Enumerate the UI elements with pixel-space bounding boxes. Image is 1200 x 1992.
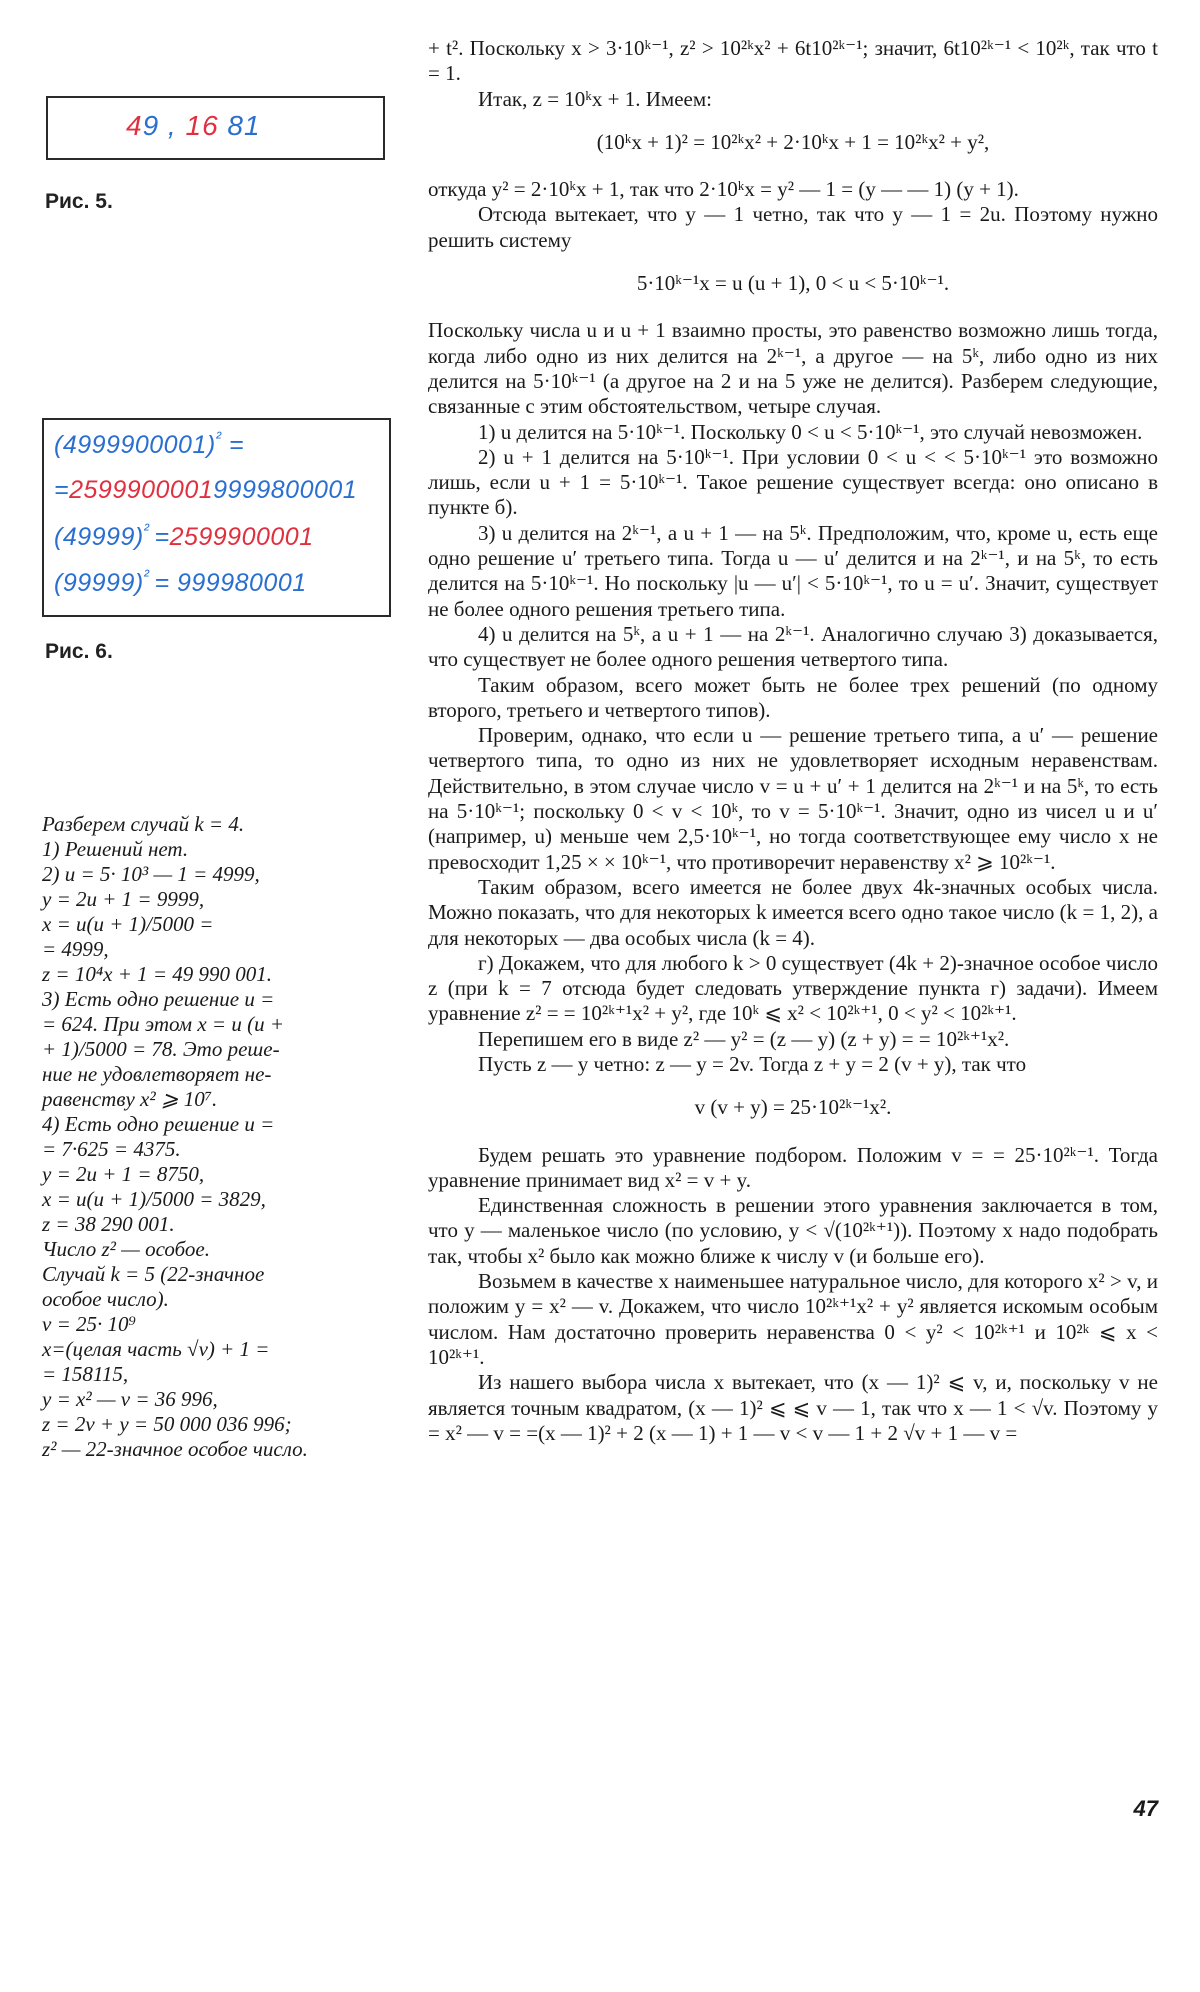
figure-6-token: ²: [215, 430, 222, 447]
paragraph: Проверим, однако, что если u — решение третьего типа, а u′ — решение четвертого типа, то одно из них не удовлетворяет исходным неравенствам. Действительно, в этом случае число v = u + u′ + 1 делится на 2ᵏ⁻¹ и на 5ᵏ, то есть на 5·10ᵏ⁻¹; поскольку 0 < v < 10ᵏ, то v = 5·10ᵏ⁻¹. Значит, одно из чисел u и u′ (например, u) меньше чем 2,5·10ᵏ⁻¹, но тогда соответствующее ему число x не превосходит 1,25 × × 10ᵏ⁻¹, что противоречит неравенству x² ⩾ 10²ᵏ⁻¹.: [428, 723, 1158, 874]
display-equation: (10ᵏx + 1)² = 10²ᵏx² + 2·10ᵏx + 1 = 10²ᵏx² + y²,: [596, 129, 990, 154]
paragraph: г) Докажем, что для любого k > 0 существует (4k + 2)-значное особое число z (при k = 7 отсюда будет следовать утверждение пункта г) задачи). Имеем уравнение z² = = 10²ᵏ⁺¹x² + y², где 10ᵏ ⩽ x² < 10²ᵏ⁺¹, 0 < y² < 10²ᵏ⁺¹.: [428, 950, 1158, 1026]
figure-6-token: (4999900001): [54, 431, 216, 459]
paragraph: 3) u делится на 2ᵏ⁻¹, а u + 1 — на 5ᵏ. Предположим, что, кроме u, есть еще одно решение u′ третьего типа. Тогда u — u′ делится и на 2ᵏ⁻¹, и на 5ᵏ, то есть делится на 5·10ᵏ⁻¹. Но поскольку |u — u′| < 5·10ᵏ⁻¹, то u = u′. Значит, существует не более одного решения третьего типа.: [428, 520, 1158, 621]
figure-6-token: =: [221, 431, 245, 459]
figure-6-token: 9999800001: [213, 476, 358, 504]
left-column-line: y = 2u + 1 = 9999,: [42, 887, 205, 911]
left-column-line: Число z² — особое.: [42, 1237, 210, 1261]
left-column-line: ние не удовлетворяет не-: [42, 1062, 272, 1086]
paragraph: 4) u делится на 5ᵏ, а u + 1 — на 2ᵏ⁻¹. Аналогично случаю 3) доказывается, что существует не более одного решения четвертого типа.: [428, 621, 1158, 672]
paragraph: 1) u делится на 5·10ᵏ⁻¹. Поскольку 0 < u < 5·10ᵏ⁻¹, это случай невозможен.: [478, 419, 1143, 444]
left-column-line: y = 2u + 1 = 8750,: [42, 1162, 205, 1186]
left-column-line: 1) Решений нет.: [42, 837, 189, 861]
figure-6-box: [42, 418, 391, 617]
left-column-line: z = 10⁴x + 1 = 49 990 001.: [42, 962, 273, 986]
left-column-line: 3) Есть одно решение u =: [42, 987, 275, 1011]
figure-6-token: ²: [143, 568, 155, 585]
figure-5-token: ,: [159, 110, 186, 141]
paragraph: 2) u + 1 делится на 5·10ᵏ⁻¹. При условии 0 < u < < 5·10ᵏ⁻¹ это возможно лишь, если u + 1 = 5·10ᵏ⁻¹. Такое решение существует всегда: оно описано в пункте б).: [428, 444, 1158, 520]
paragraph: + t². Поскольку x > 3·10ᵏ⁻¹, z² > 10²ᵏx² + 6t10²ᵏ⁻¹; значит, 6t10²ᵏ⁻¹ < 10²ᵏ, так что t = 1.: [428, 36, 1158, 86]
left-column-line: равенству x² ⩾ 10⁷.: [42, 1087, 218, 1111]
paragraph: Поскольку числа u и u + 1 взаимно просты, это равенство возможно лишь тогда, когда либо одно из них делится на 2ᵏ⁻¹, а другое — на 5ᵏ, либо одно из них делится на 5·10ᵏ⁻¹ (а другое на 2 и на 5 уже не делится). Разберем следующие, связанные с этим обстоятельством, четыре случая.: [428, 318, 1158, 419]
paragraph: откуда y² = 2·10ᵏx + 1, так что 2·10ᵏx = y² — 1 = (y — — 1) (y + 1).: [428, 177, 1019, 202]
left-column-line: особое число).: [42, 1287, 169, 1311]
left-column-line: z = 2v + y = 50 000 036 996;: [42, 1412, 292, 1436]
figure-6-token: ²: [143, 522, 155, 539]
paragraph: Отсюда вытекает, что y — 1 четно, так что y — 1 = 2u. Поэтому нужно решить систему: [428, 202, 1158, 252]
left-column-line: y = x² — v = 36 996,: [42, 1387, 218, 1411]
left-column-line: = 624. При этом x = u (u +: [42, 1012, 284, 1036]
figure-6-token: =: [54, 476, 70, 504]
left-column-line: Разберем случай k = 4.: [42, 812, 245, 836]
left-column-line: z = 38 290 001.: [42, 1212, 175, 1236]
paragraph: Будем решать это уравнение подбором. Положим v = = 25·10²ᵏ⁻¹. Тогда уравнение принимает вид x² = v + y.: [428, 1142, 1158, 1192]
display-equation: v (v + y) = 25·10²ᵏ⁻¹x².: [694, 1095, 892, 1120]
left-column-line: x=(целая часть √v) + 1 =: [42, 1337, 270, 1361]
left-column-line: = 7·625 = 4375.: [42, 1137, 181, 1161]
left-column-line: z² — 22-значное особое число.: [42, 1437, 308, 1461]
left-column-line: 4) Есть одно решение u =: [42, 1112, 275, 1136]
left-column-line: v = 25· 10⁹: [42, 1312, 136, 1336]
paragraph: Единственная сложность в решении этого уравнения заключается в том, что y — маленькое число (по условию, y < √(10²ᵏ⁺¹)). Поэтому x надо подобрать так, чтобы x² было как можно ближе к числу v (и больше его).: [428, 1193, 1158, 1268]
left-column-line: + 1)/5000 = 78. Это реше-: [42, 1037, 280, 1061]
figure-5-token: 16: [185, 110, 219, 141]
figure-6-token: 2599900001: [69, 476, 214, 504]
paragraph: Возьмем в качестве x наименьшее натуральное число, для которого x² > v, и положим y = x² — v. Докажем, что число 10²ᵏ⁺¹x² + y² является искомым особым числом. Нам достаточно проверить неравенства 0 < y² < 10²ᵏ⁺¹ и 10²ᵏ ⩽ x < 10²ᵏ⁺¹.: [428, 1269, 1158, 1369]
figure-6-line: [54, 568, 307, 598]
figure-6-caption: Рис. 6.: [45, 640, 113, 663]
figure-6-token: (49999): [54, 523, 144, 551]
figure-5-token: 4: [126, 110, 143, 141]
figure-6-token: (99999): [54, 569, 144, 597]
left-column-line: x = u(u + 1)/5000 =: [42, 912, 214, 936]
figure-6-line: [54, 476, 357, 505]
figure-5-token: 81: [218, 110, 261, 141]
left-column-line: = 158115,: [42, 1362, 129, 1386]
paragraph: Итак, z = 10ᵏx + 1. Имеем:: [478, 86, 712, 111]
figure-6-token: =: [154, 523, 170, 551]
figure-6-token: = 999980001: [154, 569, 307, 597]
paragraph: Из нашего выбора числа x вытекает, что (x — 1)² ⩽ v, и, поскольку v не является точным квадратом, (x — 1)² ⩽ ⩽ v — 1, так что x — 1 < √v. Поэтому y = x² — v = =(x — 1)² + 2 (x — 1) + 1 — v < v — 1 + 2 √v + 1 — v =: [428, 1370, 1158, 1445]
figure-6-token: 2599900001: [169, 523, 314, 551]
figure-5-caption: Рис. 5.: [45, 190, 113, 213]
figure-6-line: [54, 430, 244, 460]
figure-5-token: 9: [142, 110, 160, 141]
paragraph: Таким образом, всего имеется не более двух 4k-значных особых числа. Можно показать, что для некоторых k имеется всего одно такое число (k = 1, 2), а для некоторых — два особых числа (k = 4).: [428, 874, 1158, 950]
left-column-line: x = u(u + 1)/5000 = 3829,: [42, 1187, 266, 1211]
paragraph: Пусть z — y четно: z — y = 2v. Тогда z + y = 2 (v + y), так что: [478, 1051, 1027, 1076]
figure-5-numbers: [126, 110, 261, 142]
paragraph: Таким образом, всего может быть не более трех решений (по одному второго, третьего и четвертого типов).: [428, 672, 1158, 722]
paragraph: Перепишем его в виде z² — y² = (z — y) (z + y) = = 10²ᵏ⁺¹x².: [478, 1026, 1010, 1051]
left-column-line: 2) u = 5· 10³ — 1 = 4999,: [42, 862, 260, 886]
figure-5-box: [46, 96, 385, 160]
figure-6-line: [54, 522, 314, 552]
left-column-line: Случай k = 5 (22-значное: [42, 1262, 265, 1286]
right-column-text: [428, 36, 1158, 1446]
left-column-line: = 4999,: [42, 937, 109, 961]
left-column-solution: [42, 812, 392, 1462]
page-number: 47: [1133, 1796, 1158, 1821]
display-equation: 5·10ᵏ⁻¹x = u (u + 1), 0 < u < 5·10ᵏ⁻¹.: [636, 271, 950, 296]
